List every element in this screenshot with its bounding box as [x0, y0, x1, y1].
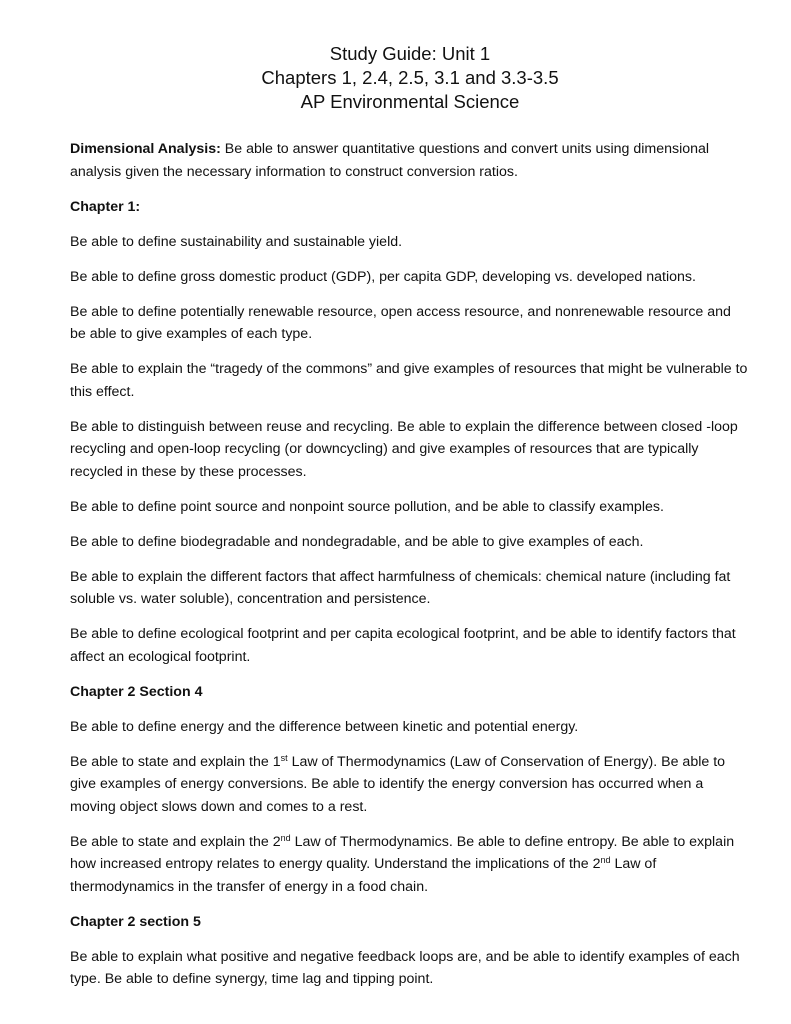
chapter-1-item: Be able to define gross domestic product (GDP), per capita GDP, developing vs. developed nations. [70, 268, 696, 285]
second-law-paragraph [70, 831, 750, 899]
title-line-3: AP Environmental Science [300, 91, 520, 112]
title-line-1: Study Guide: Unit 1 [329, 43, 491, 64]
chapter-1-item: Be able to define sustainability and sustainable yield. [70, 233, 403, 250]
second-law-superscript: nd [600, 855, 611, 865]
chapter-1-item: Be able to define point source and nonpoint source pollution, and be able to classify examples. [70, 498, 664, 515]
chapter-1-heading: Chapter 1: [70, 198, 141, 215]
dimensional-analysis-paragraph [70, 138, 750, 183]
first-law-paragraph [70, 751, 750, 819]
chapter-2-section-5-heading: Chapter 2 section 5 [70, 913, 201, 930]
study-guide-page [70, 42, 750, 1003]
second-law-text-start: Be able to state and explain the 2 [70, 833, 281, 850]
dimensional-analysis-text: Be able to answer quantitative questions and convert units using dimensional analysis given the necessary information to construct conversion ratios. [70, 141, 710, 180]
second-law-text-middle: Law of Thermodynamics. Be able to define entropy. Be able to explain how increased entropy relates to energy quality. Understand the implications of the 2 [70, 833, 735, 872]
dimensional-analysis-label: Dimensional Analysis: [70, 141, 221, 157]
first-law-text-end: Law of Thermodynamics (Law of Conservation of Energy). Be able to give examples of energy conversions. Be able to identify the energy conversion has occurred when a moving object slows down and comes to a rest. [70, 753, 726, 815]
first-law-text-start: Be able to state and explain the 1 [70, 753, 281, 770]
second-law-text-end: Law of thermodynamics in the transfer of energy in a food chain. [70, 856, 657, 895]
chapter-1-item: Be able to explain the “tragedy of the commons” and give examples of resources that might be vulnerable to this effect. [70, 361, 748, 400]
chapter-1-item: Be able to explain the different factors that affect harmfulness of chemicals: chemical nature (including fat soluble vs. water soluble), concentration and persistence. [70, 568, 731, 607]
chapter-1-item: Be able to distinguish between reuse and recycling. Be able to explain the difference between closed -loop recycling and open-loop recycling (or downcycling) and give examples of resources that are typically recycled in these by these processes. [70, 418, 738, 480]
chapter-2-section-4-heading: Chapter 2 Section 4 [70, 683, 203, 700]
chapter-2-section-5-item: Be able to explain what positive and negative feedback loops are, and be able to identify examples of each type. Be able to define synergy, time lag and tipping point. [70, 948, 740, 987]
chapter-2-section-4-item: Be able to define energy and the difference between kinetic and potential energy. [70, 718, 579, 735]
first-law-superscript: st [280, 752, 288, 763]
title-block [70, 42, 750, 114]
chapter-1-item: Be able to define biodegradable and nondegradable, and be able to give examples of each. [70, 533, 644, 550]
chapter-1-item: Be able to define ecological footprint and per capita ecological footprint, and be able to identify factors that affect an ecological footprint. [70, 626, 736, 665]
chapter-1-item: Be able to define potentially renewable resource, open access resource, and nonrenewable resource and be able to give examples of each type. [70, 303, 731, 342]
title-line-2: Chapters 1, 2.4, 2.5, 3.1 and 3.3-3.5 [261, 67, 559, 88]
second-law-superscript: nd [280, 832, 291, 843]
